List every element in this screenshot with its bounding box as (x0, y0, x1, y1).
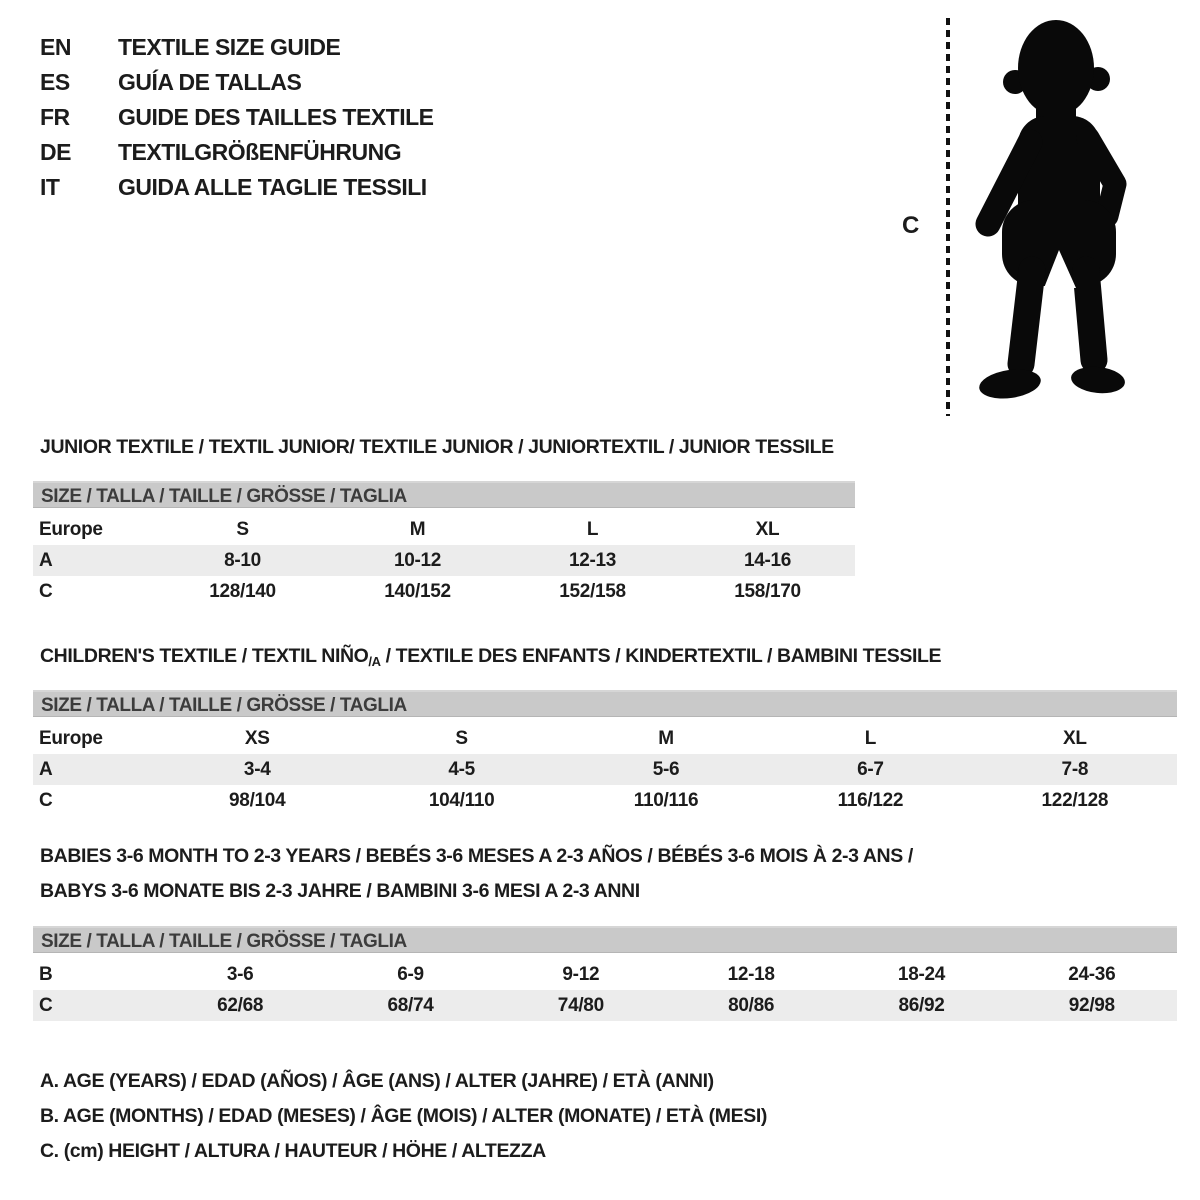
age-cell: 7-8 (1061, 758, 1089, 780)
height-cell: 62/68 (217, 994, 264, 1016)
row-label: C (39, 994, 53, 1016)
height-cell: 92/98 (1068, 994, 1115, 1016)
children-size-header-bar: SIZE / TALLA / TAILLE / GRÖSSE / TAGLIA (33, 690, 1177, 717)
age-cell: 18-24 (897, 963, 946, 985)
legend-line-b: B. AGE (MONTHS) / EDAD (MESES) / ÂGE (MOIS) / ALTER (MONATE) / ETÀ (MESI) (40, 1105, 767, 1127)
language-row (40, 170, 434, 205)
height-measure-label: C (902, 212, 920, 239)
row-label: C (39, 580, 53, 602)
legend-line-c: C. (cm) HEIGHT / ALTURA / HAUTEUR / HÖHE / ALTEZZA (40, 1140, 546, 1162)
row-label: A (39, 549, 53, 571)
age-cell: 24-36 (1068, 963, 1116, 985)
age-cell: 5-6 (652, 758, 680, 780)
row-label: Europe (39, 727, 103, 749)
age-cell: 8-10 (224, 549, 261, 571)
row-label: B (39, 963, 53, 985)
size-cell: XL (1062, 727, 1087, 749)
junior-size-header-bar: SIZE / TALLA / TAILLE / GRÖSSE / TAGLIA (33, 481, 855, 508)
age-cell: 9-12 (562, 963, 600, 985)
guide-title-es: GUÍA DE TALLAS (118, 69, 302, 95)
language-code: DE (40, 139, 71, 165)
height-measure-dashed-line (946, 18, 950, 416)
babies-size-header-bar: SIZE / TALLA / TAILLE / GRÖSSE / TAGLIA (33, 926, 1177, 953)
babies-age-row (33, 959, 1177, 991)
age-cell: 4-5 (448, 758, 475, 780)
row-label: Europe (39, 518, 103, 540)
height-cell: 158/170 (734, 580, 801, 602)
guide-title-de: TEXTILGRÖßENFÜHRUNG (118, 139, 402, 165)
language-title-block (40, 30, 434, 205)
junior-section-title: JUNIOR TEXTILE / TEXTIL JUNIOR/ TEXTILE JUNIOR / JUNIORTEXTIL / JUNIOR TESSILE (40, 436, 834, 458)
row-label: C (39, 789, 53, 811)
babies-height-row (33, 990, 1177, 1021)
height-cell: 152/158 (559, 580, 626, 602)
height-cell: 104/110 (428, 789, 495, 811)
age-cell: 12-13 (568, 549, 617, 571)
children-title-pre: CHILDREN'S TEXTILE / TEXTIL NIÑO (40, 645, 369, 667)
children-section-title (40, 645, 941, 668)
size-cell: M (409, 518, 426, 540)
size-cell: L (586, 518, 599, 540)
height-cell: 98/104 (229, 789, 286, 811)
size-cell: XS (244, 727, 270, 749)
height-cell: 74/80 (557, 994, 604, 1016)
row-label: A (39, 758, 53, 780)
children-height-row (33, 785, 1177, 816)
age-cell: 12-18 (727, 963, 775, 985)
age-cell: 3-6 (226, 963, 254, 985)
babies-section-title-line1: BABIES 3-6 MONTH TO 2-3 YEARS / BEBÉS 3-6 MESES A 2-3 AÑOS / BÉBÉS 3-6 MOIS À 2-3 ANS / (40, 845, 913, 867)
children-europe-row (33, 723, 1177, 755)
junior-europe-row (33, 514, 855, 546)
age-cell: 6-9 (397, 963, 424, 985)
language-code: FR (40, 104, 70, 130)
junior-age-row (33, 545, 855, 576)
height-cell: 116/122 (837, 789, 904, 811)
children-title-post: / TEXTILE DES ENFANTS / KINDERTEXTIL / BAMBINI TESSILE (380, 645, 942, 667)
language-code: IT (40, 174, 60, 200)
guide-title-fr: GUIDE DES TAILLES TEXTILE (118, 104, 434, 130)
height-cell: 86/92 (898, 994, 945, 1016)
height-cell: 122/128 (1041, 789, 1109, 811)
size-cell: L (864, 727, 877, 749)
height-cell: 68/74 (387, 994, 434, 1016)
size-cell: XL (755, 518, 780, 540)
children-title-sub: /A (368, 654, 381, 669)
junior-height-row (33, 576, 855, 607)
language-row (40, 100, 434, 135)
language-row (40, 135, 434, 170)
size-cell: S (455, 727, 468, 749)
language-row (40, 30, 434, 65)
toddler-silhouette-icon (958, 12, 1146, 416)
guide-title-en: TEXTILE SIZE GUIDE (118, 34, 341, 60)
age-cell: 3-4 (243, 758, 271, 780)
children-age-row (33, 754, 1177, 785)
age-cell: 6-7 (857, 758, 884, 780)
height-cell: 110/116 (633, 789, 699, 811)
age-cell: 14-16 (743, 549, 792, 571)
size-cell: S (236, 518, 249, 540)
height-cell: 80/86 (728, 994, 775, 1016)
height-cell: 128/140 (209, 580, 276, 602)
size-cell: M (658, 727, 674, 749)
height-cell: 140/152 (384, 580, 451, 602)
babies-section-title-line2: BABYS 3-6 MONATE BIS 2-3 JAHRE / BAMBINI 3-6 MESI A 2-3 ANNI (40, 880, 640, 902)
age-cell: 10-12 (393, 549, 442, 571)
guide-title-it: GUIDA ALLE TAGLIE TESSILI (118, 174, 427, 200)
language-code: ES (40, 69, 70, 95)
language-code: EN (40, 34, 71, 60)
legend-line-a: A. AGE (YEARS) / EDAD (AÑOS) / ÂGE (ANS) / ALTER (JAHRE) / ETÀ (ANNI) (40, 1070, 714, 1092)
language-row (40, 65, 434, 100)
